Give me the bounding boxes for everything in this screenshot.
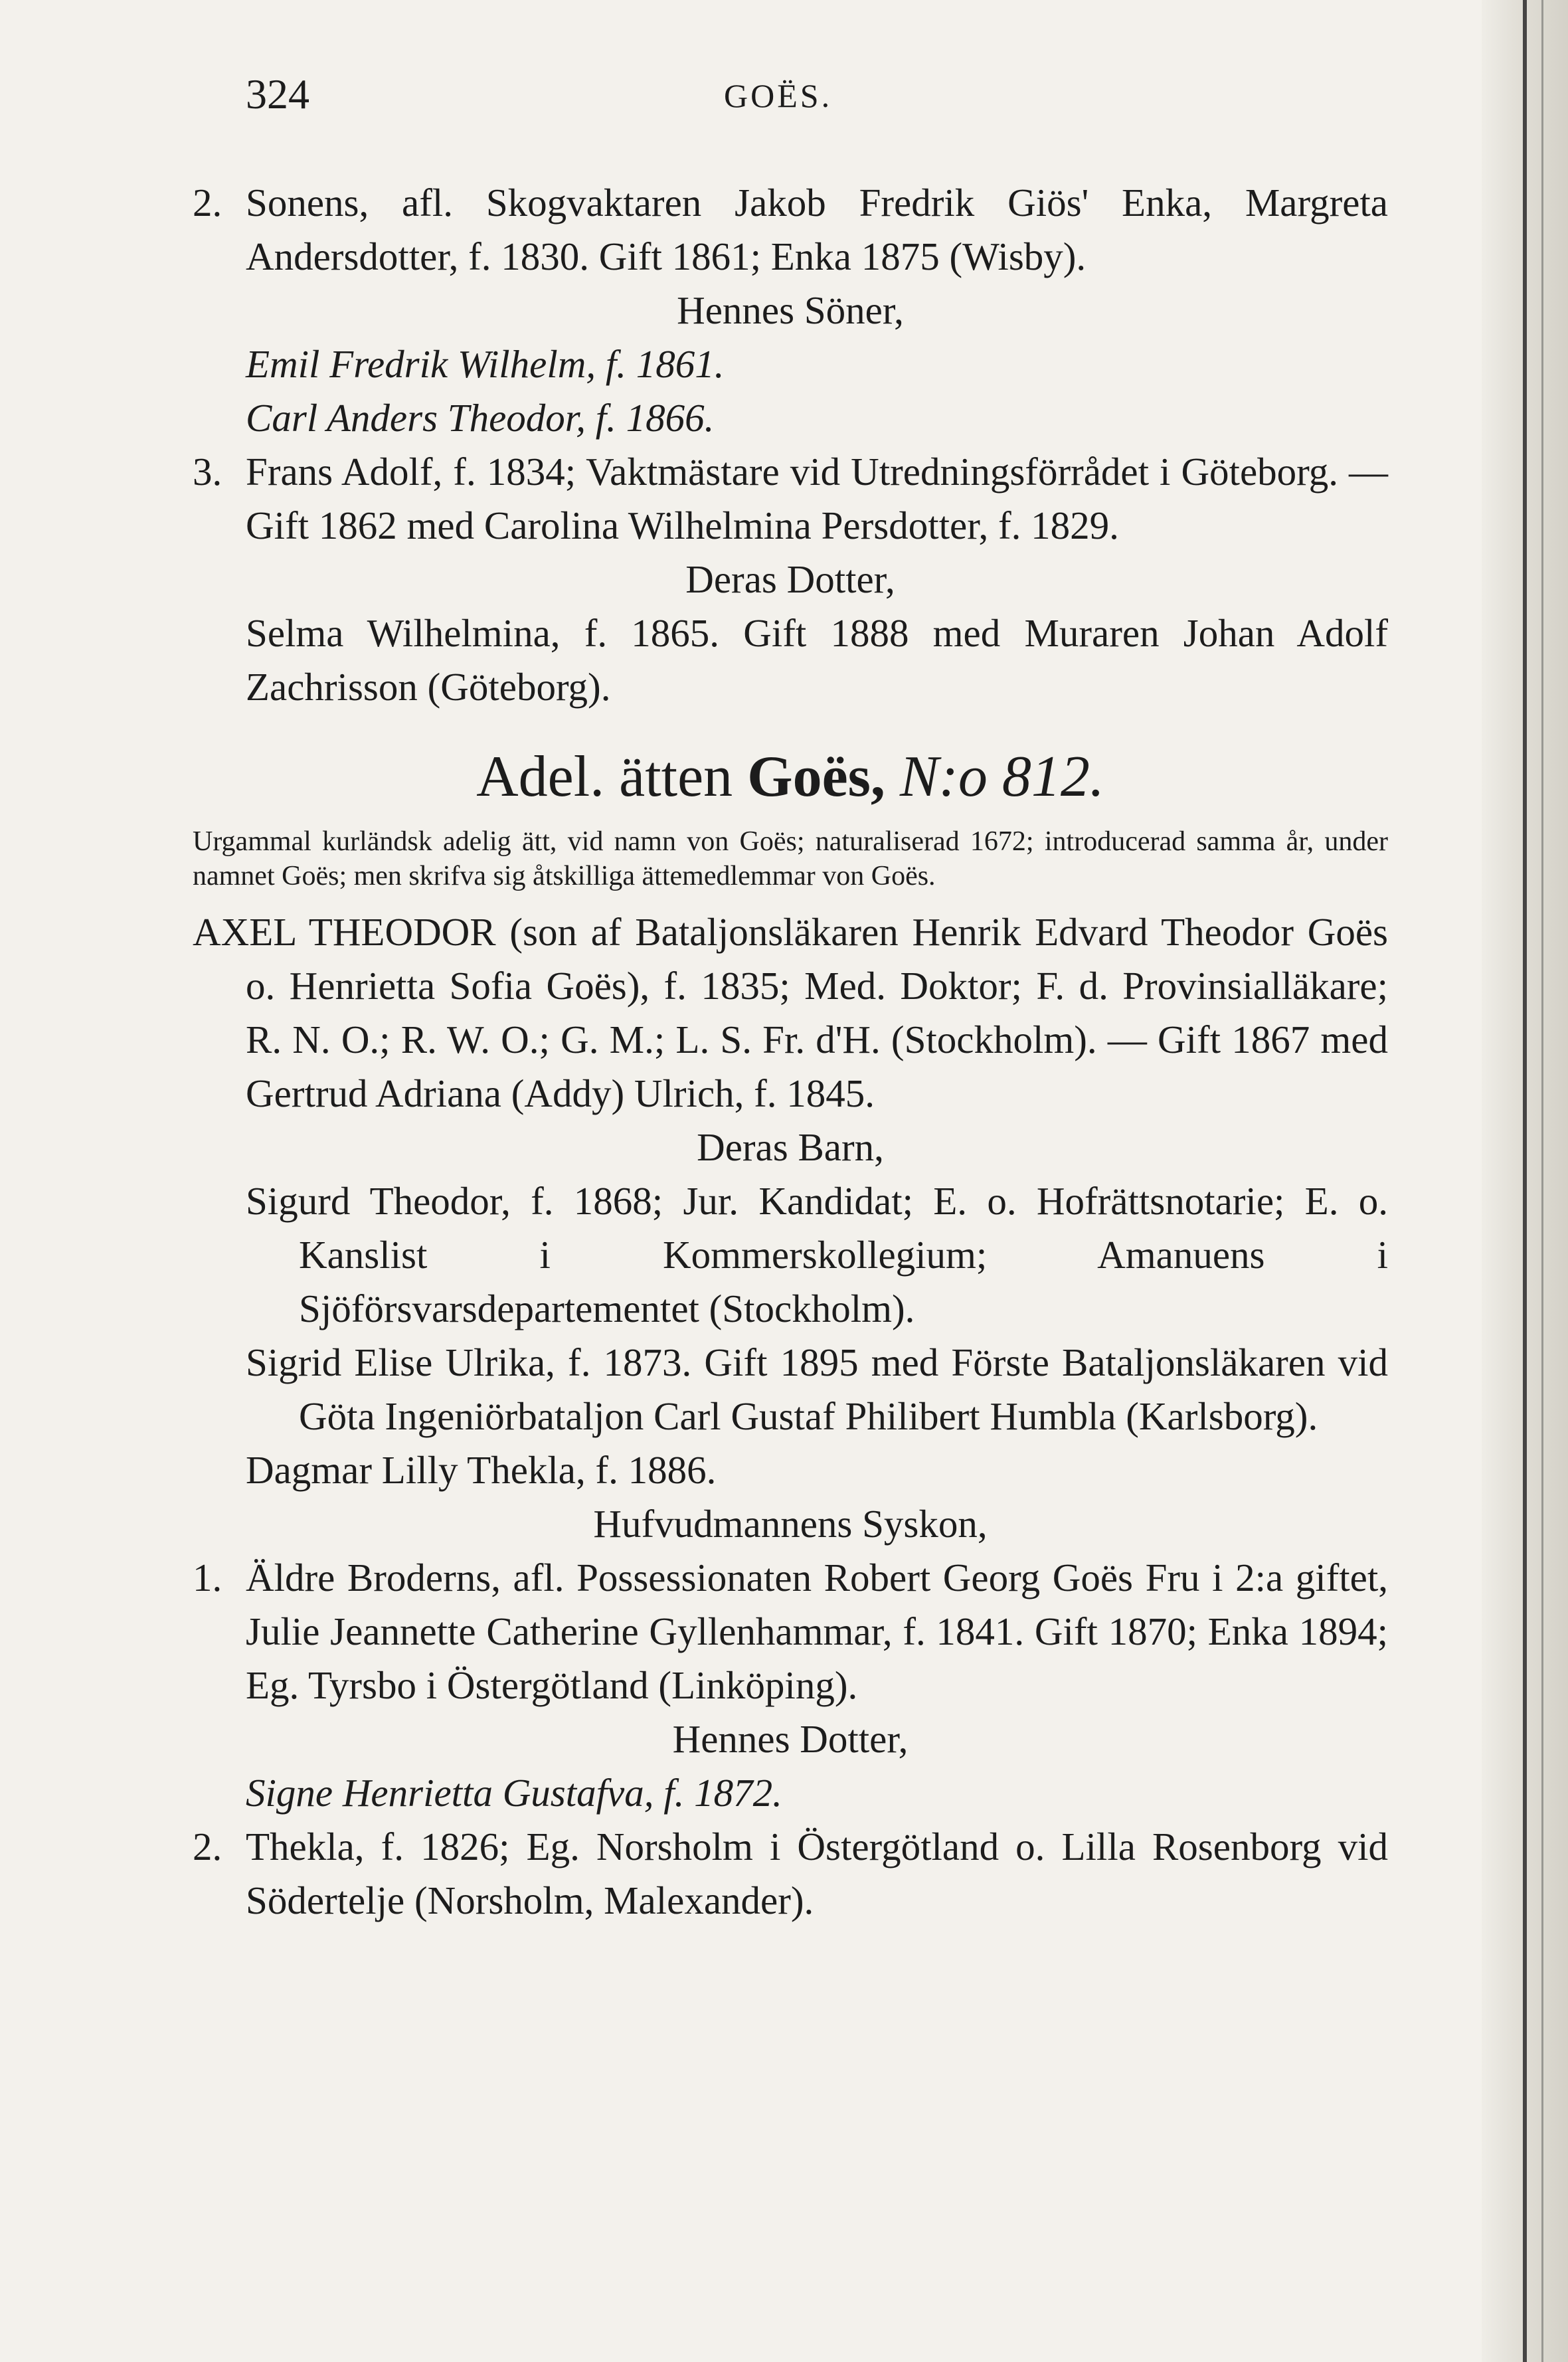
entry-frans [193,445,1388,553]
page-body [193,176,1388,1928]
title-prefix: Adel. ätten [476,745,733,809]
page-header [246,70,1428,130]
entry-text: Sonens, afl. Skogvaktaren Jakob Fredrik Giös' Enka, Margreta Andersdotter, f. 1830. Gift 1861; Enka 1875 (Wisby). [246,181,1388,278]
page-edge [1482,0,1568,2362]
running-head: GOËS. [724,77,833,114]
entry-axel: AXEL THEODOR (son af Bataljonsläkaren Henrik Edvard Theodor Goës o. Henrietta Sofia Goës), f. 1835; Med. Doktor; F. d. Provinsialläkare; R. N. O.; R. W. O.; G. M.; L. S. Fr. d'H. (Stockholm). — Gift 1867 med Gertrud Adriana (Addy) Ulrich, f. 1845. [193,910,1388,1115]
family-intro: Urgammal kurländsk adelig ätt, vid namn von Goës; naturaliserad 1672; introducerad samma år, under namnet Goës; men skrifva sig åtskilliga ättemedlemmar von Goës. [193,826,1388,891]
heading-deras-dotter: Deras Dotter, [685,557,895,601]
entry-number: 1. [193,1556,222,1599]
heading-syskon: Hufvudmannens Syskon, [593,1502,988,1546]
son-carl: Carl Anders Theodor, f. 1866. [246,396,715,440]
title-name: Goës, [747,745,885,809]
entry-number: 3. [193,450,222,494]
child-sigurd: Sigurd Theodor, f. 1868; Jur. Kandidat; E. o. Hofrättsnotarie; E. o. Kanslist i Kommerskollegium; Amanuens i Sjöförsvarsdepartementet (Stockholm). [246,1179,1388,1330]
entry-text: Frans Adolf, f. 1834; Vaktmästare vid Utredningsförrådet i Göteborg. — Gift 1862 med Carolina Wilhelmina Persdotter, f. 1829. [246,450,1388,547]
heading-hennes-soner: Hennes Söner, [677,288,904,332]
entry-number: 2. [193,1825,222,1868]
entry-text: Äldre Broderns, afl. Possessionaten Robert Georg Goës Fru i 2:a giftet, Julie Jeannette Catherine Gyllenhammar, f. 1841. Gift 1870; Enka 1894; Eg. Tyrsbo i Östergötland (Linköping). [246,1556,1388,1707]
page-number: 324 [246,70,309,118]
sibling-1 [193,1551,1388,1712]
daughter-selma: Selma Wilhelmina, f. 1865. Gift 1888 med Muraren Johan Adolf Zachrisson (Göteborg). [246,611,1388,709]
entry-sonens [193,176,1388,284]
family-title [193,741,1388,814]
entry-text: Thekla, f. 1826; Eg. Norsholm i Östergötland o. Lilla Rosenborg vid Södertelje (Norsholm, Malexander). [246,1825,1388,1922]
child-dagmar: Dagmar Lilly Thekla, f. 1886. [246,1448,717,1492]
child-sigrid: Sigrid Elise Ulrika, f. 1873. Gift 1895 med Förste Bataljonsläkaren vid Göta Ingeniörbataljon Carl Gustaf Philibert Humbla (Karlsborg). [246,1340,1388,1438]
entry-number: 2. [193,181,222,225]
sibling-2 [193,1820,1388,1928]
son-emil: Emil Fredrik Wilhelm, f. 1861. [246,342,725,386]
title-number: N:o 812. [899,745,1104,809]
heading-hennes-dotter: Hennes Dotter, [672,1717,909,1761]
daughter-signe: Signe Henrietta Gustafva, f. 1872. [246,1771,782,1815]
heading-deras-barn: Deras Barn, [697,1125,884,1169]
